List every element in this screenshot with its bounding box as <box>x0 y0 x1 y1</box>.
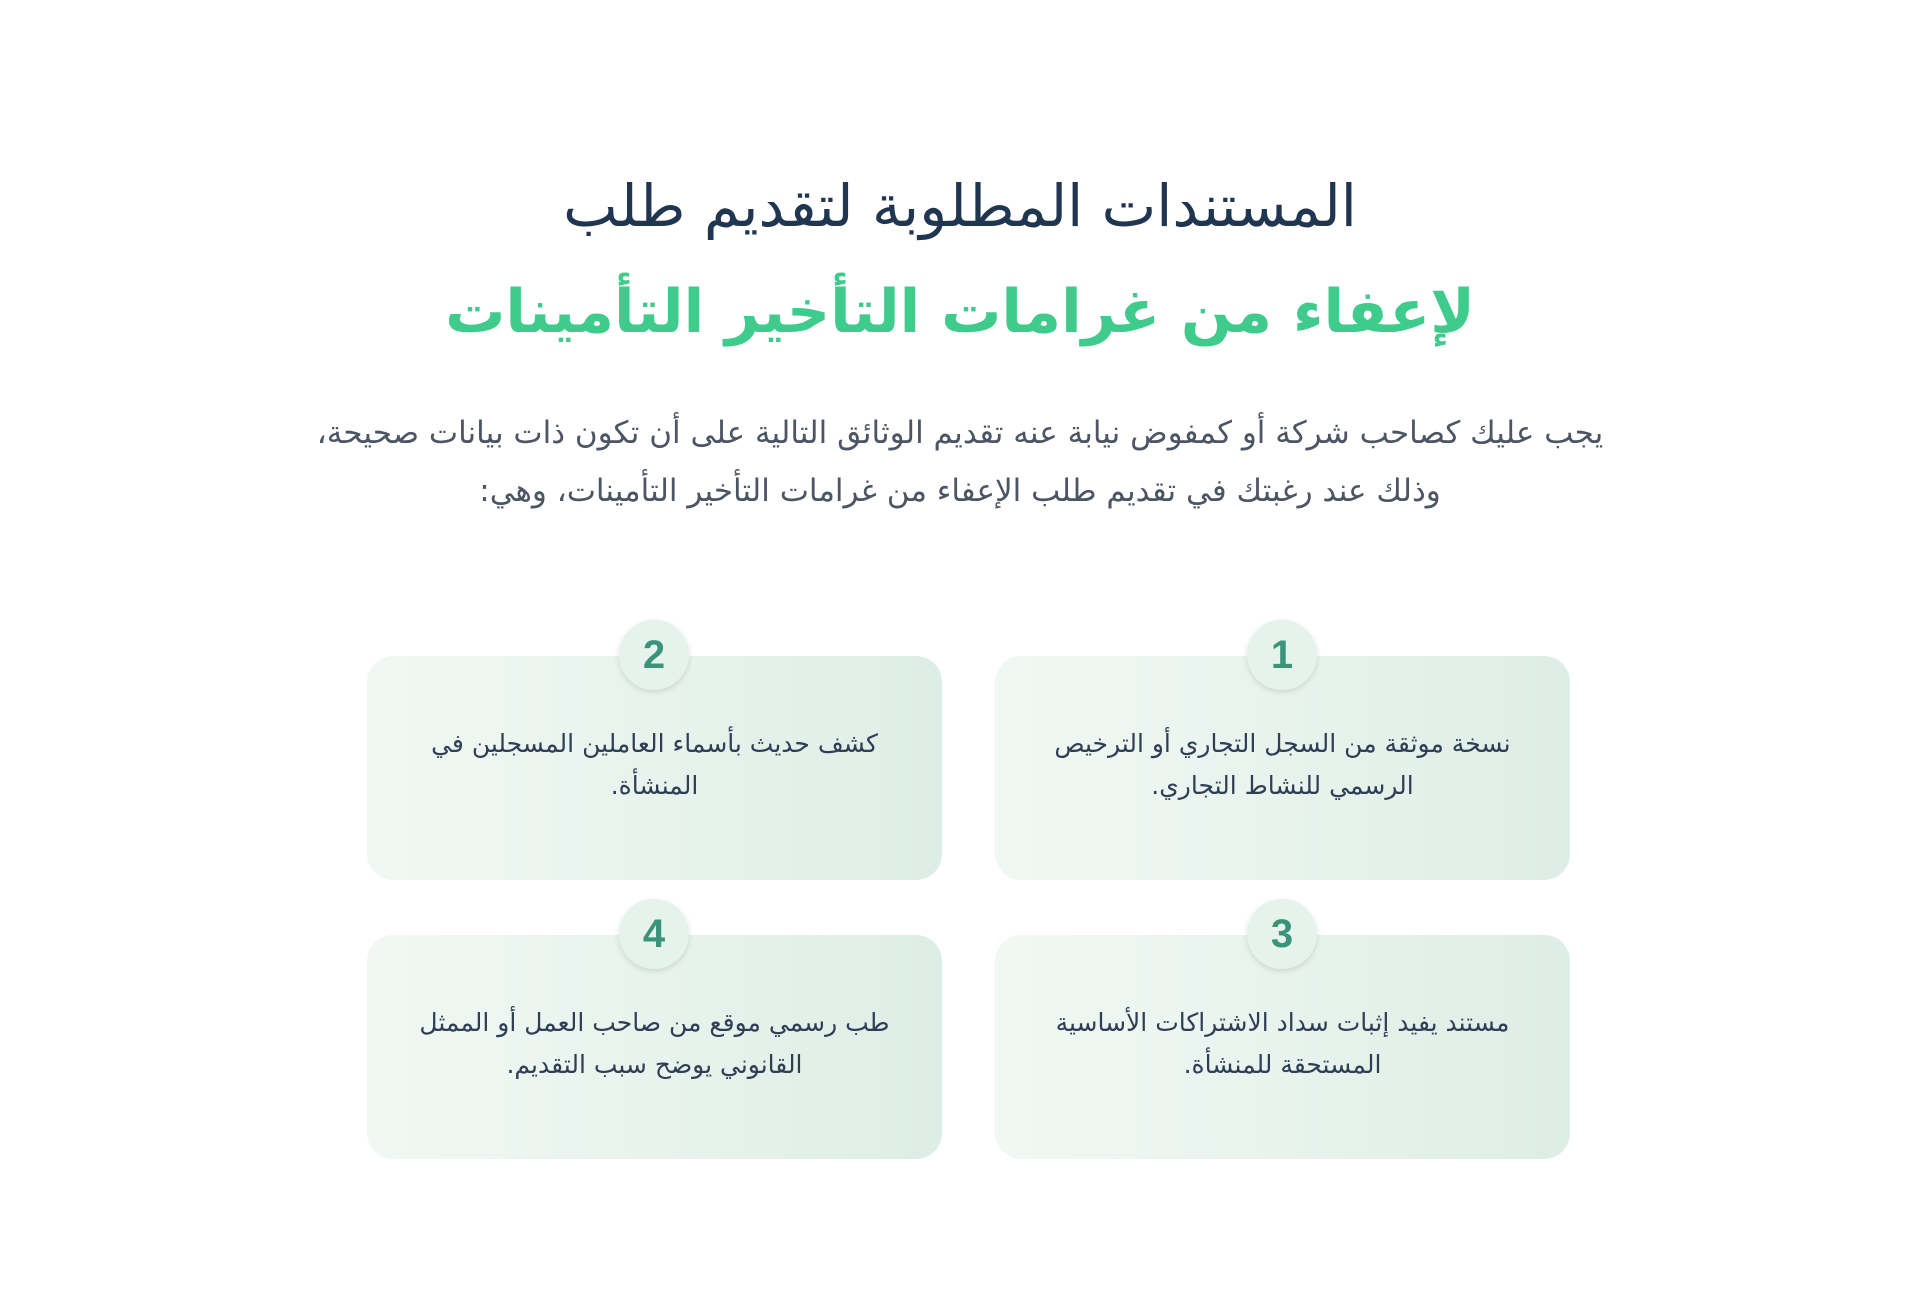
page-title: المستندات المطلوبة لتقديم طلب <box>563 172 1357 240</box>
step-number-badge-1: 1 <box>1247 620 1317 690</box>
page-subtitle-accent: لإعفاء من غرامات التأخير التأمينات <box>445 277 1475 347</box>
step-number-badge-2: 2 <box>619 620 689 690</box>
document-card-text: مستند يفيد إثبات سداد الاشتراكات الأساسية المستحقة للمنشأة. <box>1055 1008 1510 1079</box>
step-number-badge-4: 4 <box>619 899 689 969</box>
document-card-text: طب رسمي موقع من صاحب العمل أو الممثل القانوني يوضح سبب التقديم. <box>419 1008 890 1079</box>
step-number-badge-3: 3 <box>1247 899 1317 969</box>
document-card-text: كشف حديث بأسماء العاملين المسجلين في المنشأة. <box>431 729 878 800</box>
document-card-text: نسخة موثقة من السجل التجاري أو الترخيص الرسمي للنشاط التجاري. <box>1054 729 1511 800</box>
intro-paragraph: يجب عليك كصاحب شركة أو كمفوض نيابة عنه تقديم الوثائق التالية على أن تكون ذات بيانات صحيحة، وذلك عند رغبتك في تقديم طلب الإعفاء من غرامات التأخير التأمينات، وهي: <box>316 415 1604 509</box>
